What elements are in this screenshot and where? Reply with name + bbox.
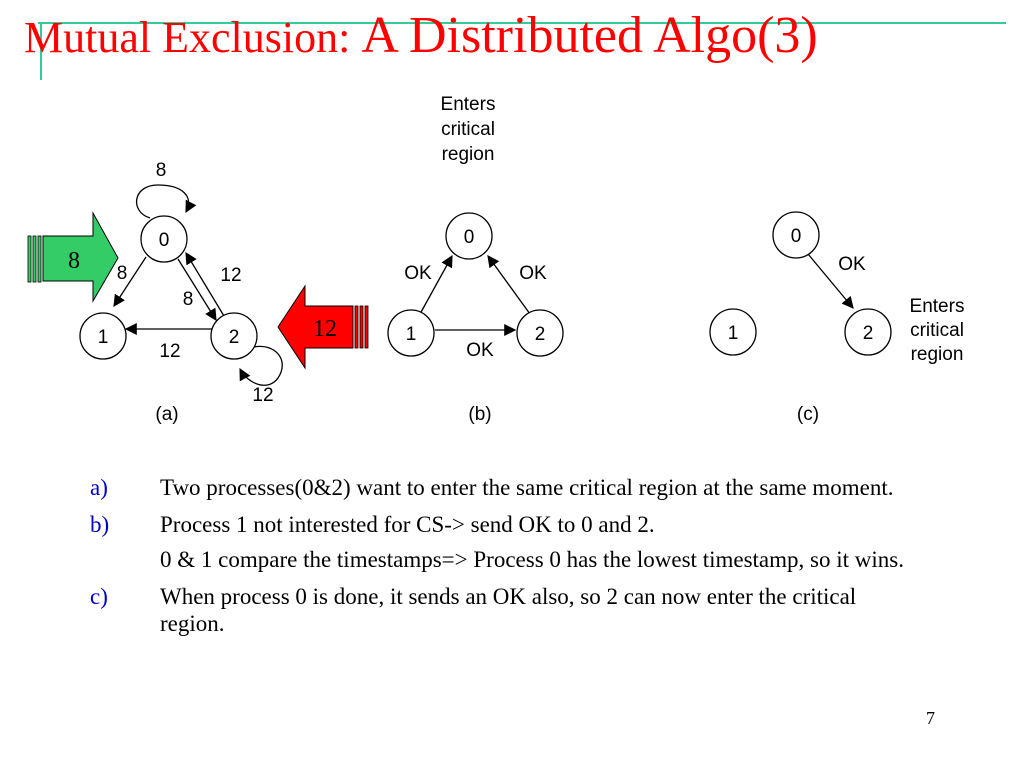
label-c-0-to-2: OK bbox=[838, 254, 866, 275]
green-request-arrow bbox=[28, 213, 118, 301]
diagram-c bbox=[710, 212, 964, 425]
node-c-0-label: 0 bbox=[790, 226, 802, 247]
node-b-1-label: 1 bbox=[405, 324, 417, 345]
page-number: 7 bbox=[926, 708, 935, 728]
list-item-text: Process 1 not interested for CS-> send OK to 0 and 2. bbox=[160, 512, 655, 537]
explanation-list bbox=[90, 474, 910, 647]
c-note-line-1: Enters bbox=[909, 296, 965, 317]
list-marker: b) bbox=[90, 512, 110, 537]
label-b-2-to-0: OK bbox=[519, 263, 547, 284]
node-b-0-label: 0 bbox=[463, 227, 475, 248]
c-note-line-3: region bbox=[910, 344, 964, 365]
label-b-1-to-2: OK bbox=[466, 340, 494, 361]
title-part-1: Mutual Exclusion: bbox=[24, 13, 362, 62]
label-b-1-to-0: OK bbox=[404, 263, 432, 284]
c-note-line-2: critical bbox=[910, 320, 964, 341]
red-request-arrow bbox=[278, 286, 368, 368]
label-edge-2-to-1: 12 bbox=[159, 341, 181, 362]
list-item-a bbox=[90, 474, 910, 501]
caption-a: (a) bbox=[155, 404, 179, 425]
label-edge-2-to-0: 12 bbox=[220, 265, 242, 286]
label-edge-0-to-2: 8 bbox=[182, 289, 194, 310]
node-c-2-label: 2 bbox=[862, 323, 874, 344]
self-loop-node-0 bbox=[137, 185, 189, 218]
list-item-b bbox=[90, 511, 910, 538]
label-edge-0-to-1: 8 bbox=[116, 263, 128, 284]
list-item-text: Two processes(0&2) want to enter the same critical region at the same moment. bbox=[160, 475, 894, 500]
node-a-0-label: 0 bbox=[158, 230, 170, 251]
node-b-2-label: 2 bbox=[534, 324, 546, 345]
label-self-loop-2: 12 bbox=[252, 385, 274, 406]
list-marker: a) bbox=[90, 475, 108, 500]
label-self-loop-0: 8 bbox=[155, 160, 167, 181]
b-note-line-1: Enters bbox=[440, 94, 496, 115]
node-c-1-label: 1 bbox=[727, 323, 739, 344]
title-part-2: A Distributed Algo(3) bbox=[361, 7, 818, 64]
green-arrow-label: 8 bbox=[68, 248, 80, 274]
diagram-b bbox=[388, 94, 563, 425]
list-item-b-continuation: 0 & 1 compare the timestamps=> Process 0 has the lowest timestamp, so it wins. bbox=[160, 547, 904, 572]
diagram-a bbox=[28, 160, 368, 425]
list-item-c bbox=[90, 583, 910, 637]
node-a-2-label: 2 bbox=[228, 327, 240, 348]
b-note-line-2: critical bbox=[441, 119, 495, 140]
caption-b: (b) bbox=[468, 404, 492, 425]
b-note-line-3: region bbox=[441, 144, 495, 165]
red-arrow-label: 12 bbox=[313, 316, 337, 342]
caption-c: (c) bbox=[796, 404, 820, 425]
node-a-1-label: 1 bbox=[97, 327, 109, 348]
list-item-text: When process 0 is done, it sends an OK also, so 2 can now enter the critical region. bbox=[160, 584, 857, 636]
list-marker: c) bbox=[90, 584, 108, 609]
